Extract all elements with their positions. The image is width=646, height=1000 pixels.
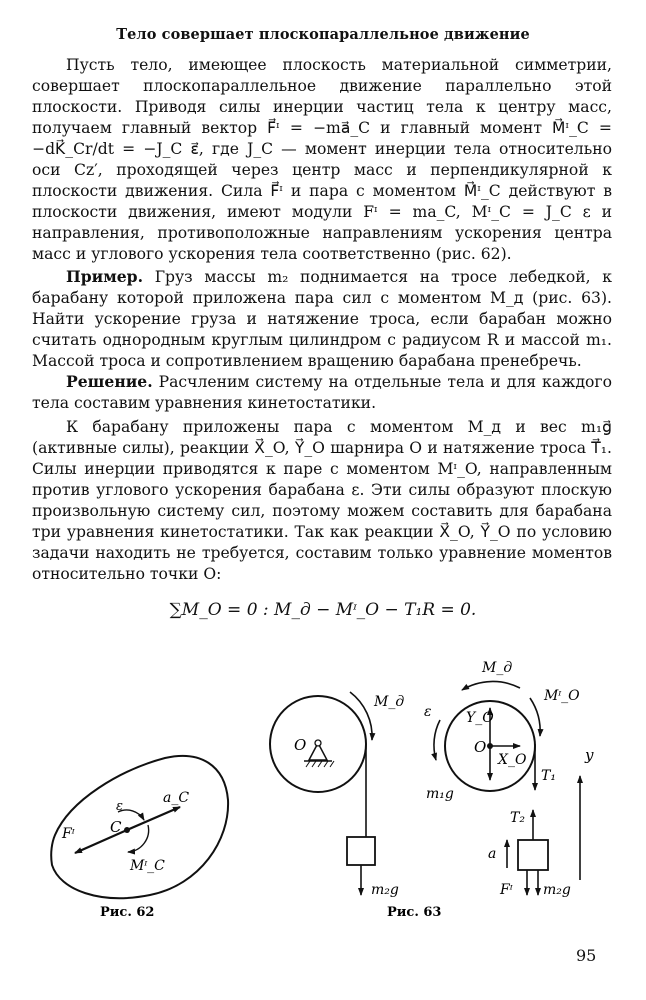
label-reaction-y: Y_O — [466, 710, 494, 726]
label-tension-1: T₁ — [541, 768, 556, 784]
rigid-body-outline — [51, 756, 228, 898]
paragraph-solution — [32, 371, 612, 414]
fig63-caption: Рис. 63 — [387, 905, 442, 920]
paragraph-theory — [32, 55, 612, 265]
label-load-weight-left: m₂g — [371, 882, 399, 898]
drive-moment-arrow-right — [462, 681, 520, 690]
figure-62 — [51, 756, 228, 920]
label-epsilon: ε — [116, 799, 123, 814]
label-inertia-moment: Mᶦ_C — [130, 858, 165, 874]
paragraph-drum-forces — [32, 417, 612, 585]
label-drum-weight: m₁g — [426, 786, 454, 802]
example-label: Пример. — [66, 267, 143, 286]
pivot-pin-left — [315, 740, 321, 746]
acceleration-arrow — [127, 807, 180, 830]
epsilon-arrow — [434, 720, 440, 760]
label-epsilon: ε — [424, 704, 432, 720]
label-load-inertia: Fᶦ — [500, 882, 513, 898]
label-drive-moment-left: M_д — [374, 694, 405, 710]
label-drive-moment-right: M_д — [482, 660, 513, 676]
figure-63-fbd — [424, 660, 594, 898]
paragraph-example — [32, 266, 612, 372]
load-right — [518, 840, 548, 870]
label-load-accel: a — [488, 846, 497, 862]
label-tension-2: T₂ — [510, 810, 525, 826]
example-text: Груз массы m₂ поднимается на тросе лебедкой, к барабану которой приложена пара сил с моментом M_д (рис. 63). Найти ускорение груза и натяжение троса, если барабан можно считать однородным круглым цилиндром с радиусом R и массой m₁. Массой троса и сопротивлением вращению барабана пренебречь. — [32, 268, 612, 370]
solution-label: Решение. — [66, 372, 153, 391]
theory-text: Пусть тело, имеющее плоскость материальной симметрии, совершает плоскопараллельное движение параллельно этой плоскости. Приводя силы инерции частиц тела к центру масс, получаем главный вектор F⃗ᶦ = −ma⃗_C и главный момент M⃗ᶦ_C = −dK⃗_Cr/dt = −J_C ε⃗, где J_C — момент инерции тела относительно оси Cz′, проходящей через центр масс и перпендикулярной к плоскости движения. Сила F⃗ᶦ и пара с моментом M⃗ᶦ_C действуют в плоскости движения, имеют модули Fᶦ = ma_C, Mᶦ_C = J_C ε и направления, противоположные направлениям ускорения центра масс и углового ускорения тела соответственно (рис. 62). — [32, 56, 612, 263]
solution-text: Расчленим систему на отдельные тела и для каждого тела составим уравнения кинетостатики. — [32, 373, 612, 412]
label-center: C — [110, 818, 122, 836]
figures-area — [0, 640, 646, 940]
page-number: 95 — [576, 946, 597, 965]
fig62-caption: Рис. 62 — [100, 905, 155, 920]
label-inertia-moment: Mᶦ_O — [544, 688, 580, 704]
label-axis-y: y — [585, 746, 594, 764]
label-acceleration: a_C — [163, 790, 190, 806]
figure-63-winch — [270, 692, 441, 920]
drum-forces-text: К барабану приложены пара с моментом M_д и вес m₁g⃗ (активные силы), реакции X⃗_O, Y⃗_O шарнира O и натяжение троса T⃗₁. Силы инерции приводятся к паре с моментом Mᶦ_O, направленным против углового ускорения барабана ε. Эти силы образуют плоскую произвольную систему сил, поэтому можем составить для барабана три уравнения кинетостатики. Так как реакции X⃗_O, Y⃗_O по условию задачи находить не требуется, составим только уравнение моментов относительно точки O: — [32, 418, 612, 583]
label-pivot-right: O — [474, 738, 487, 756]
section-title: Тело совершает плоскопараллельное движение — [116, 26, 530, 43]
label-load-weight-right: m₂g — [543, 882, 571, 898]
label-inertia-force: Fᶦ — [62, 826, 75, 842]
label-pivot-left: O — [294, 736, 307, 754]
pivot-hatch-left — [306, 761, 334, 767]
label-reaction-x: X_O — [498, 752, 527, 768]
figures-svg — [0, 640, 646, 940]
drive-moment-arrow-left — [350, 692, 372, 740]
moment-equation: ∑M_O = 0 : M_д − Mᶦ_O − T₁R = 0. — [169, 600, 477, 620]
center-of-mass-dot — [124, 827, 130, 833]
load-left — [347, 837, 375, 865]
